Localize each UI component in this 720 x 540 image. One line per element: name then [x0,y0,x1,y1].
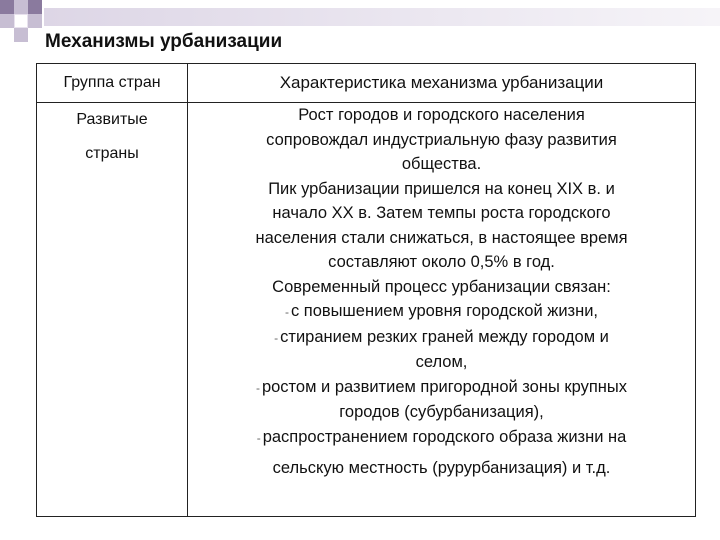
cell-mechanism [188,103,696,517]
list-item [188,325,695,351]
group-label-line1: Развитые [76,111,148,128]
decor-square [14,0,28,14]
dash-marker: - [274,330,279,345]
list-item-text: с повышением уровня городской жизни, [290,302,599,320]
list-item-text: распространением городского образа жизни на [262,427,627,446]
table-header-row [37,64,696,103]
text-line: составляют около 0,5% в год. [328,253,555,271]
decor-top-bar [44,8,720,26]
text-line: Современный процесс урбанизации связан: [272,277,611,296]
text-line: Рост городов и городского населения [298,106,585,124]
slide-title: Механизмы урбанизации [45,31,283,52]
list-item-text: стиранием резких граней между городом и [280,327,609,346]
text-line: сопровождал индустриальную фазу развития [266,130,617,149]
list-item-text: ростом и развитием пригородной зоны крупных [261,377,628,396]
text-line: городов (субурбанизация), [339,403,544,421]
text-line: Пик урбанизации пришелся на конец XIX в. и [268,179,615,198]
cell-country-group [37,103,188,517]
dash-marker: - [255,380,260,395]
dash-marker: - [284,305,289,319]
text-line: сельскую местность (рурурбанизация) и т.д. [272,459,611,477]
list-item [188,375,695,401]
decor-square [0,0,14,14]
decor-square [14,28,28,42]
decor-square [0,14,14,28]
urbanization-table [36,63,696,517]
decor-square [28,0,42,14]
decor-square [14,14,28,28]
text-line: начало XX в. Затем темпы роста городского [272,204,611,222]
text-line: населения стали снижаться, в настоящее время [255,228,628,247]
dash-marker: - [256,430,261,445]
header-country-group: Группа стран [37,64,188,103]
text-line: селом, [415,353,468,371]
group-label-line2: страны [85,145,139,162]
text-line: общества. [401,155,482,173]
list-item [188,299,695,325]
header-mechanism: Характеристика механизма урбанизации [188,64,696,103]
decor-square [28,14,42,28]
list-item [188,425,695,451]
table-row [37,103,696,517]
